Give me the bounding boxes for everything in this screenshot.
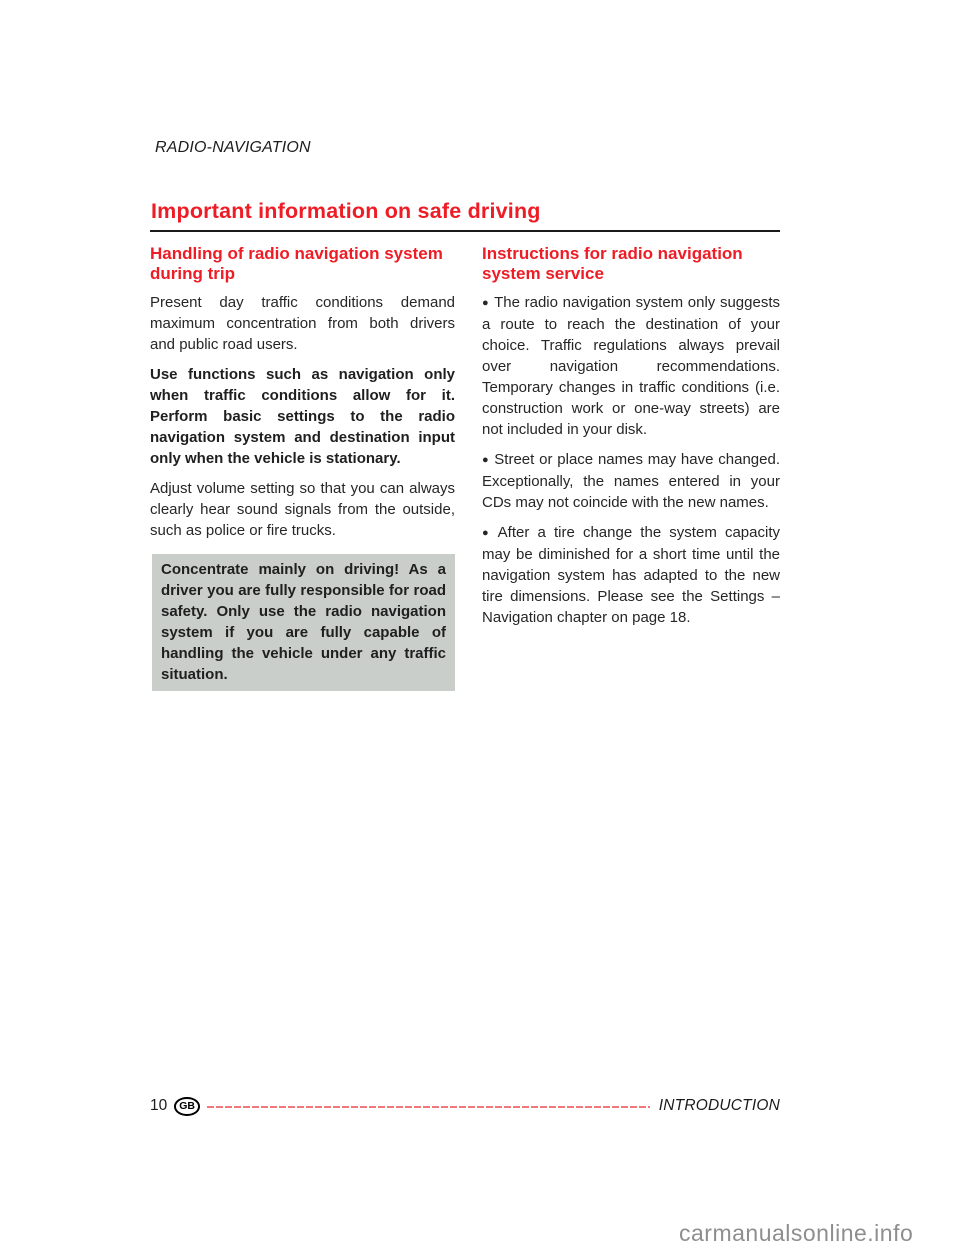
warning-box-text: Concentrate mainly on driving! As a driver you are fully responsible for road safety. Only use the radio navigation system if you are fully capable of handling the vehicle under any traffic situation. bbox=[161, 561, 446, 683]
bullet-text: The radio navigation system only suggests a route to reach the destination of your choice. Traffic regulations always prevail over navigation recommendations. Temporary changes in traffic conditions (i.e. construction work or one-way streets) are not included in your disk. bbox=[482, 294, 780, 438]
bullet-item-tire-change bbox=[482, 522, 780, 628]
paragraph-use-functions: Use functions such as navigation only when traffic conditions allow for it. Perform basic settings to the radio navigation system and destination input only when the vehicle is stationary. bbox=[150, 366, 455, 467]
footer-divider-line bbox=[207, 1106, 650, 1108]
paragraph-traffic-conditions: Present day traffic conditions demand maximum concentration from both drivers and public road users. bbox=[150, 294, 455, 353]
bullet-text: Street or place names may have changed. Exceptionally, the names entered in your CDs may not coincide with the new names. bbox=[482, 451, 780, 511]
gb-country-badge: GB bbox=[174, 1097, 200, 1116]
chapter-header: RADIO-NAVIGATION bbox=[155, 139, 311, 156]
bullet-text: After a tire change the system capacity may be diminished for a short time until the navigation system has adapted to the new tire dimensions. Please see the Settings – Navigation chapter on page 18. bbox=[482, 524, 780, 626]
paragraph-adjust-volume: Adjust volume setting so that you can always clearly hear sound signals from the outside, such as police or fire trucks. bbox=[150, 480, 455, 539]
page-title: Important information on safe driving bbox=[150, 199, 780, 232]
bullet-item-route-suggestion bbox=[482, 292, 780, 440]
page-content bbox=[150, 199, 780, 691]
bullet-item-street-names bbox=[482, 449, 780, 513]
left-column-heading: Handling of radio navigation system during trip bbox=[150, 244, 443, 283]
bullet-icon: ● bbox=[482, 297, 490, 309]
page-number: 10 bbox=[150, 1097, 168, 1115]
right-column bbox=[482, 244, 780, 691]
footer-section-label: INTRODUCTION bbox=[658, 1097, 780, 1115]
bullet-icon: ● bbox=[482, 527, 493, 539]
warning-box bbox=[152, 554, 455, 691]
page-footer bbox=[150, 1097, 780, 1116]
right-column-heading: Instructions for radio navigation system service bbox=[482, 244, 743, 283]
two-column-layout bbox=[150, 244, 780, 691]
bullet-icon: ● bbox=[482, 454, 490, 466]
watermark-text: carmanualsonline.info bbox=[679, 1220, 914, 1246]
left-column bbox=[150, 244, 455, 691]
